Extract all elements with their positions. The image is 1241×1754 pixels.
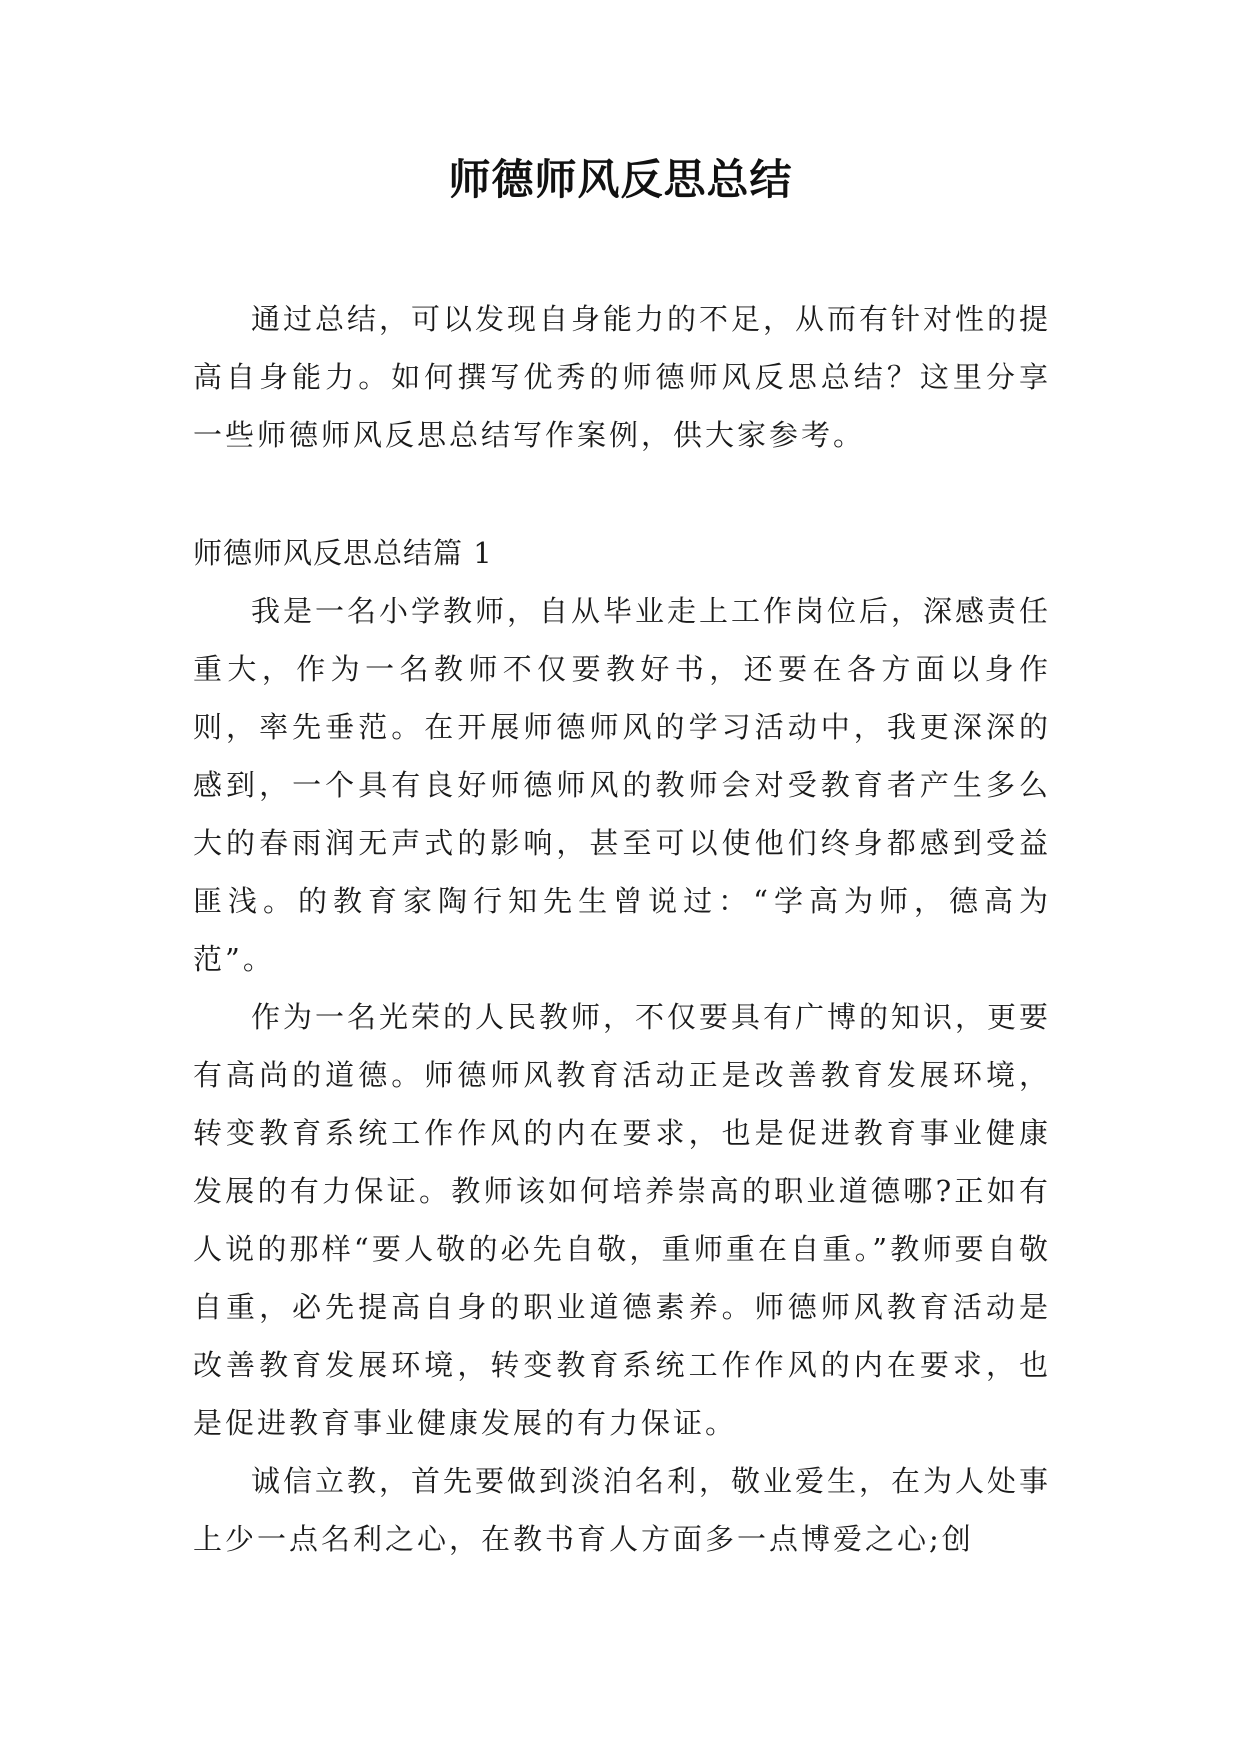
body-paragraph-2: 作为一名光荣的人民教师，不仅要具有广博的知识，更要有高尚的道德。师德师风教育活动正是改善教育发展环境，转变教育系统工作作风的内在要求，也是促进教育事业健康发展的有力保证。教师该如何培养崇高的职业道德哪?正如有人说的那样“要人敬的必先自敬，重师重在自重。”教师要自敬自重，必先提高自身的职业道德素养。师德师风教育活动是改善教育发展环境，转变教育系统工作作风的内在要求，也是促进教育事业健康发展的有力保证。 — [193, 1000, 1052, 1440]
body-paragraph-1: 我是一名小学教师，自从毕业走上工作岗位后，深感责任重大，作为一名教师不仅要教好书，还要在各方面以身作则，率先垂范。在开展师德师风的学习活动中，我更深深的感到，一个具有良好师德师风的教师会对受教育者产生多么大的春雨润无声式的影响，甚至可以使他们终身都感到受益匪浅。的教育家陶行知先生曾说过：“学高为师，德高为范”。 — [193, 594, 1052, 976]
intro-paragraph: 通过总结，可以发现自身能力的不足，从而有针对性的提高自身能力。如何撰写优秀的师德师风反思总结？这里分享一些师德师风反思总结写作案例，供大家参考。 — [193, 302, 1052, 452]
document-body — [193, 290, 1051, 1568]
document-title: 师德师风反思总结 — [448, 155, 793, 204]
body-paragraph-3: 诚信立教，首先要做到淡泊名利，敬业爱生，在为人处事上少一点名利之心，在教书育人方面多一点博爱之心;创 — [193, 1464, 1052, 1556]
section-heading: 师德师风反思总结篇 1 — [193, 536, 493, 570]
